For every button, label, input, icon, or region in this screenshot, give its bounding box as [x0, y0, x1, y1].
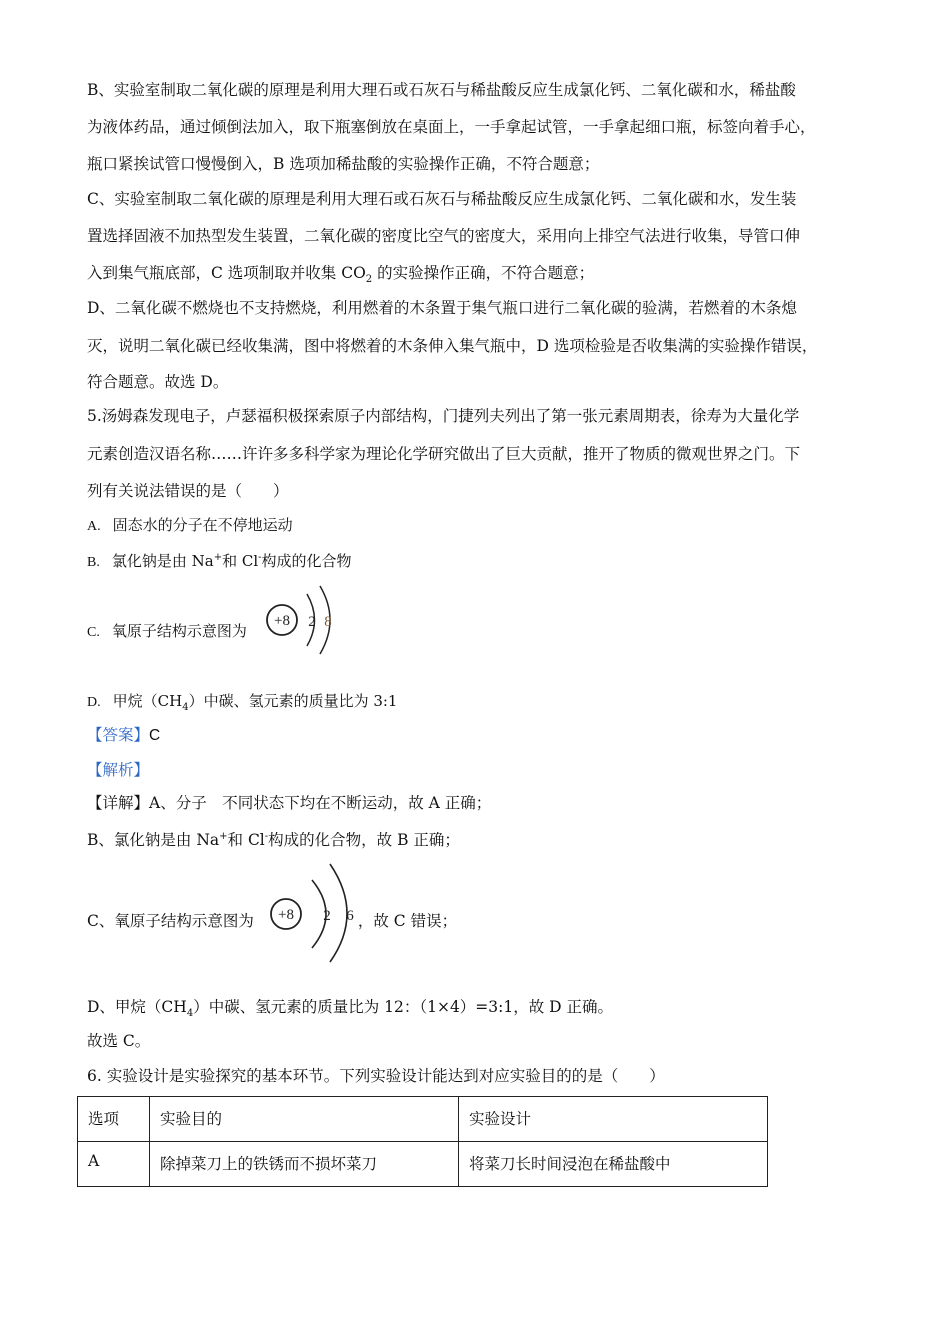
table-cell: 除掉菜刀上的铁锈而不损坏菜刀: [150, 1142, 459, 1187]
explanation-b-line-2: 为液体药品，通过倾倒法加入，取下瓶塞倒放在桌面上，一手拿起试管，一手拿起细口瓶，标签向着手心，: [87, 118, 816, 136]
question-6-table: [77, 1096, 768, 1187]
detail-b: B、氯化钠是由 Na+和 Cl-构成的化合物，故 B 正确；: [87, 831, 460, 850]
detail-d: D、甲烷$(CH_4)$中碳、氢元素的质量比为 12：（1×4）=3:1，故 D 正确。: [87, 998, 614, 1020]
option-c: C. 氧原子结构示意图为: [87, 622, 247, 640]
explanation-d-line-2: 灭，说明二氧化碳已经收集满，图中将燃着的木条伸入集气瓶中，D 选项检验是否收集满的实验操作错误，: [87, 337, 818, 355]
table-header-cell: 选项: [78, 1097, 150, 1142]
detail-c: C、氧原子结构示意图为 ，故 C 错误；: [87, 912, 458, 930]
option-b: B. 氯化钠是由 Na+和 Cl-构成的化合物: [87, 552, 352, 570]
conclusion: 故选 C。: [87, 1032, 151, 1050]
answer-value: C: [149, 727, 161, 744]
detail-label: 【详解】: [87, 794, 150, 812]
explanation-b-line-3: 瓶口紧挨试管口慢慢倒入，B 选项加稀盐酸的实验操作正确，不符合题意；: [87, 155, 600, 173]
option-c-shell-2: 8: [324, 614, 332, 630]
explanation-b-line-1: B、实验室制取二氧化碳的原理是利用大理石或石灰石与稀盐酸反应生成氯化钙、二氧化碳和水，稀盐酸: [87, 81, 796, 99]
explanation-d-line-1: D、二氧化碳不燃烧也不支持燃烧，利用燃着的木条置于集气瓶口进行二氧化碳的验满，若燃着的木条熄: [87, 299, 797, 317]
option-d: D. 甲烷$(CH_4)$中碳、氢元素的质量比为 3:1: [87, 692, 398, 713]
option-c-nucleus: +8: [274, 613, 290, 629]
detail-c-nucleus: +8: [278, 907, 294, 923]
question-5-stem-1: 5.汤姆森发现电子，卢瑟福积极探索原子内部结构，门捷列夫列出了第一张元素周期表，徐寿为大量化学: [87, 407, 800, 425]
option-c-shell-1: 2: [308, 614, 316, 630]
detail-c-atom-diagram: [264, 858, 368, 968]
table-header-row: [78, 1097, 768, 1142]
question-5-stem-2: 元素创造汉语名称……许许多多科学家为理论化学研究做出了巨大贡献，推开了物质的微观世界之门。下: [87, 445, 801, 463]
table-row: [78, 1142, 768, 1187]
table-cell: A: [78, 1142, 150, 1187]
explanation-c-line-2: 置选择固液不加热型发生装置，二氧化碳的密度比空气的密度大，采用向上排空气法进行收集，导管口伸: [87, 227, 801, 245]
detail-c-shell-2: 6: [346, 908, 354, 924]
answer-label: 【答案】: [87, 726, 150, 744]
table-header-cell: 实验目的: [150, 1097, 459, 1142]
detail-c-shell-1: 2: [323, 908, 331, 924]
option-c-atom-diagram: [262, 580, 342, 660]
explanation-c-line-1: C、实验室制取二氧化碳的原理是利用大理石或石灰石与稀盐酸反应生成氯化钙、二氧化碳和水，发生装: [87, 190, 797, 208]
detail-a: 【详解】A、分子 不同状态下均在不断运动，故 A 正确；: [87, 794, 492, 812]
answer-line: [87, 725, 160, 746]
table-cell: 将菜刀长时间浸泡在稀盐酸中: [459, 1142, 768, 1187]
explanation-d-line-3: 符合题意。故选 D。: [87, 373, 229, 391]
analysis-label: 【解析】: [87, 761, 150, 779]
question-6-stem: 6. 实验设计是实验探究的基本环节。下列实验设计能达到对应实验目的的是（ ）: [87, 1067, 665, 1085]
question-5-stem-3: 列有关说法错误的是（ ）: [87, 482, 289, 500]
explanation-c-line-3: 入到集气瓶底部，C 选项制取并收集 $CO_2$ 的实验操作正确，不符合题意；: [87, 264, 595, 286]
table-header-cell: 实验设计: [459, 1097, 768, 1142]
option-a: A. 固态水的分子在不停地运动: [87, 516, 293, 534]
